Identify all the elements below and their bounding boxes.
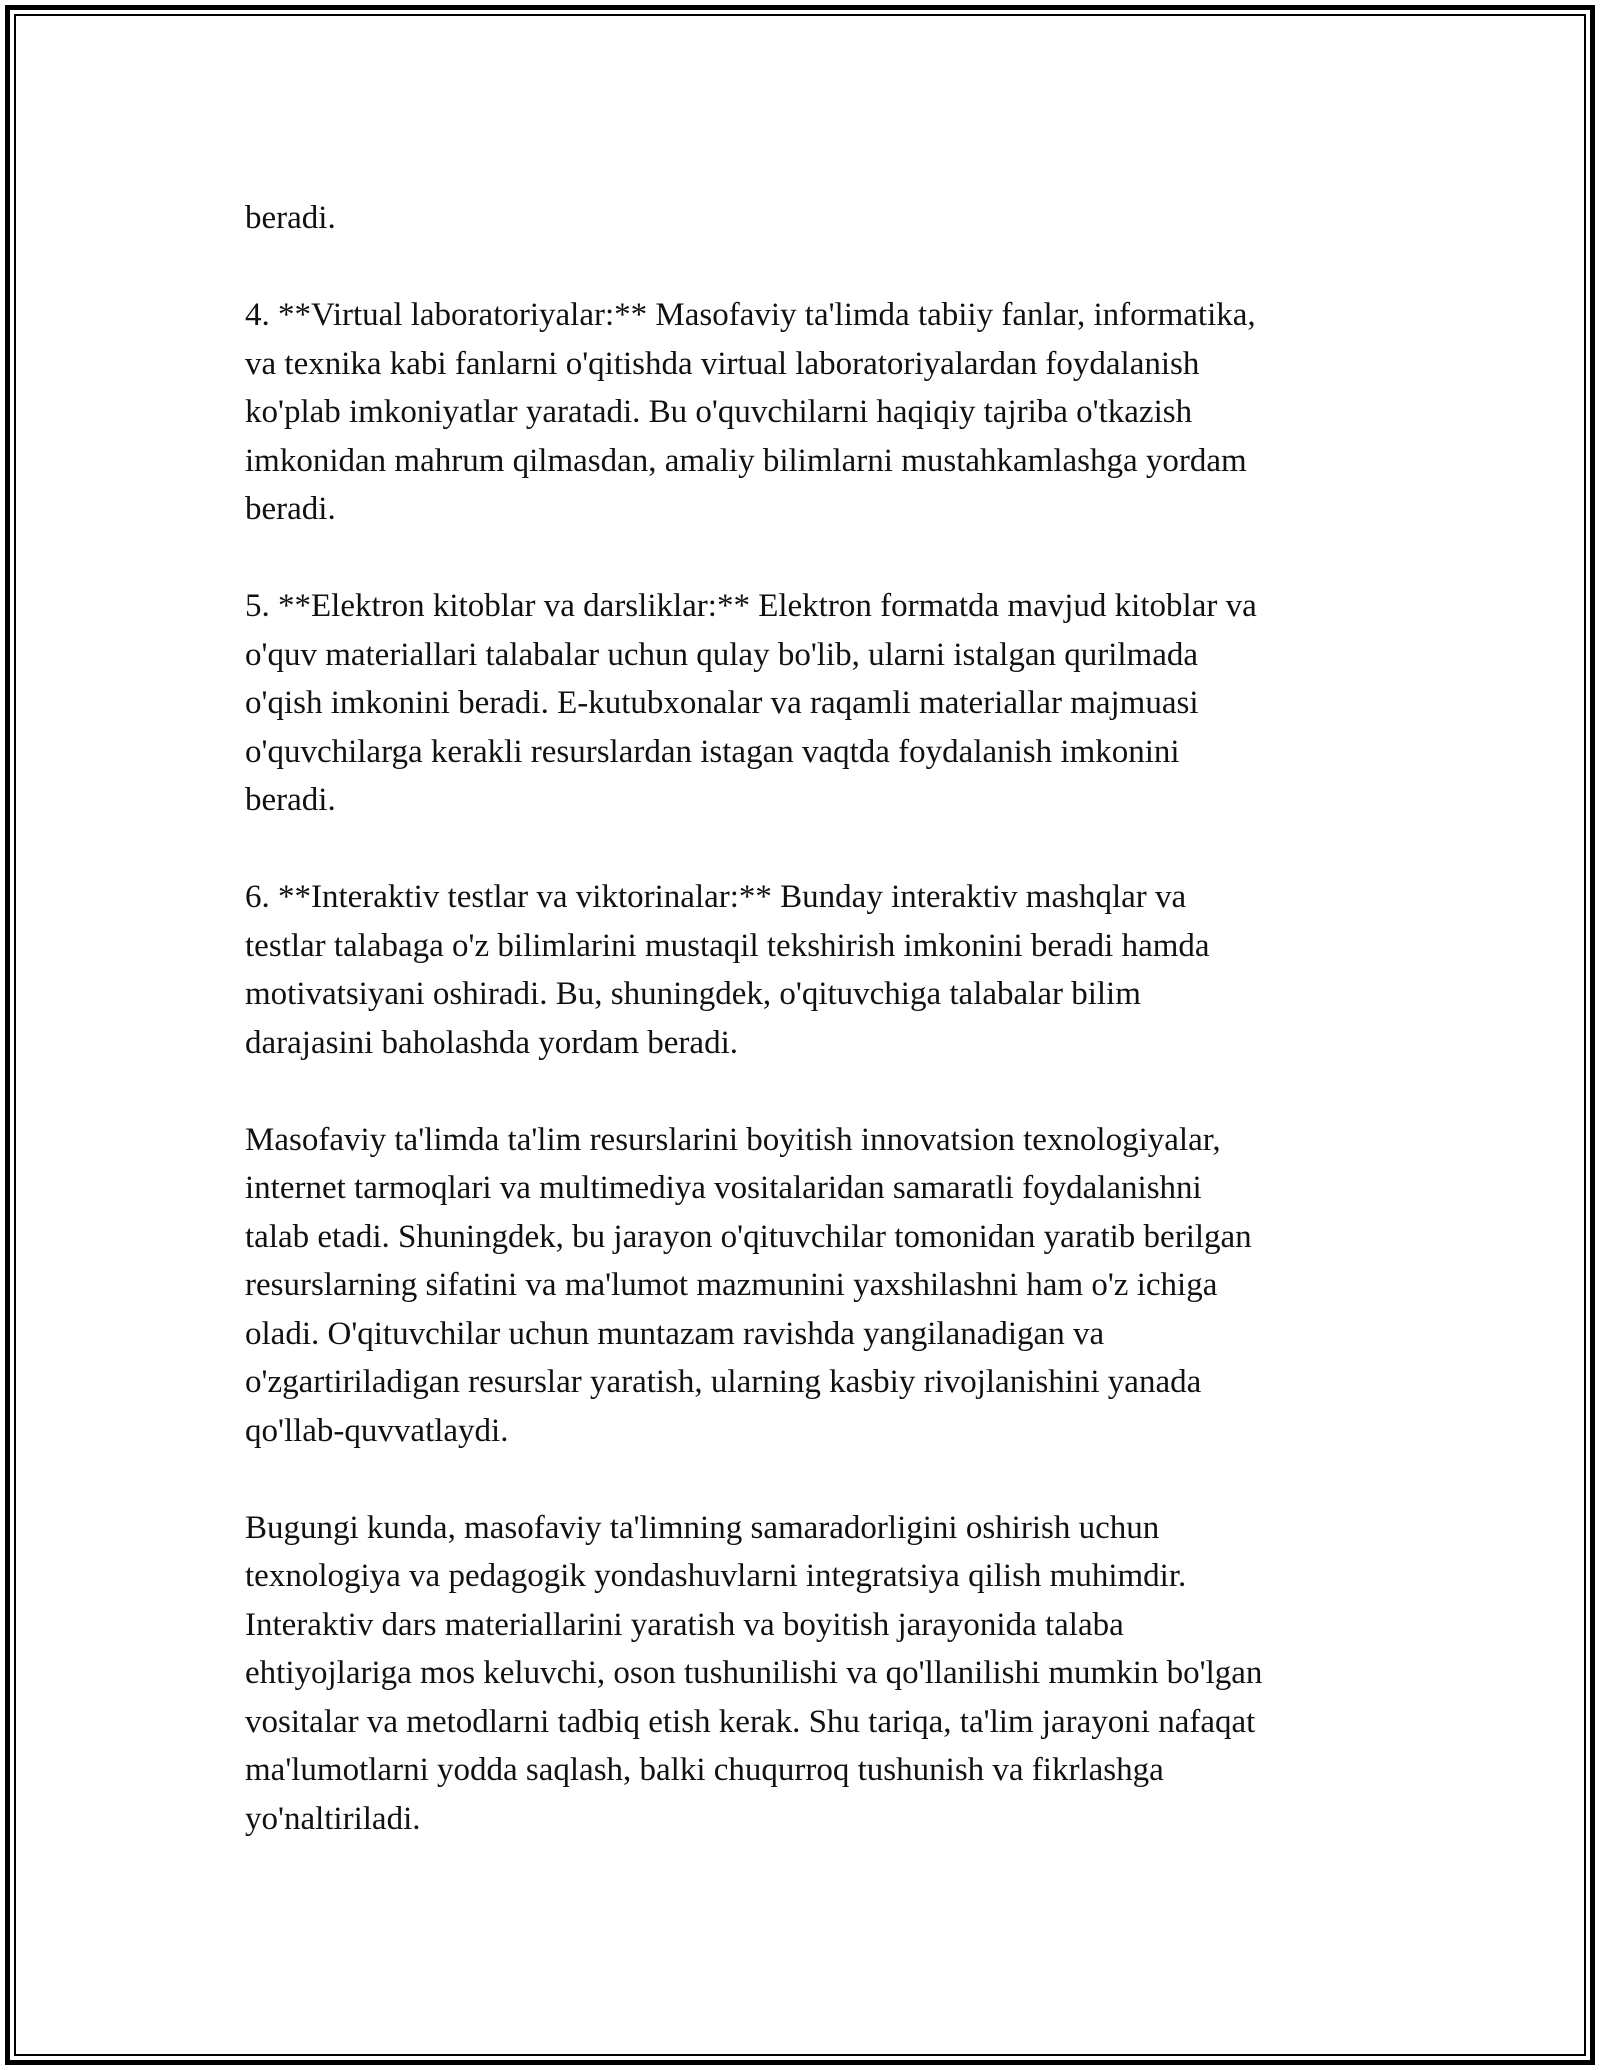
paragraph-resource-enrichment: Masofaviy ta'limda ta'lim resurslarini boyitish innovatsion texnologiyalar, internet tarmoqlari va multimediya vositalaridan samaratli foydalanishni talab etadi. Shuningdek, bu jarayon o'qituvchilar tomonidan yaratib berilgan resurslarning sifatini va ma'lumot mazmunini yaxshilashni ham o'z ichiga oladi. O'qituvchilar uchun muntazam ravishda yangilanadigan va o'zgartiriladigan resurslar yaratish, ularning kasbiy rivojlanishini yanada qo'llab-quvvatlaydi. [245,1121,1252,1449]
paragraph-virtual-laboratories: 4. **Virtual laboratoriyalar:** Masofaviy ta'limda tabiiy fanlar, informatika, va texnika kabi fanlarni o'qitishda virtual laboratoriyalardan foydalanish ko'plab imkoniyatlar yaratadi. Bu o'quvchilarni haqiqiy tajriba o'tkazish imkonidan mahrum qilmasdan, amaliy bilimlarni mustahkamlashga yordam beradi. [245,297,1256,527]
paragraph-electronic-books: 5. **Elektron kitoblar va darsliklar:** Elektron formatda mavjud kitoblar va o'quv materiallari talabalar uchun qulay bo'lib, ularni istalgan qurilmada o'qish imkonini beradi. E-kutubxonalar va raqamli materiallar majmuasi o'quvchilarga kerakli resurslardan istagan vaqtda foydalanish imkonini beradi. [245,588,1257,818]
document-body [245,194,1395,1843]
paragraph-interactive-tests: 6. **Interaktiv testlar va viktorinalar:** Bunday interaktiv mashqlar va testlar talabaga o'z bilimlarini mustaqil tekshirish imkonini beradi hamda motivatsiyani oshiradi. Bu, shuningdek, o'qituvchiga talabalar bilim darajasini baholashda yordam beradi. [245,879,1210,1061]
paragraph-conclusion: Bugungi kunda, masofaviy ta'limning samaradorligini oshirish uchun texnologiya va pedagogik yondashuvlarni integratsiya qilish muhimdir. Interaktiv dars materiallarini yaratish va boyitish jarayonida talaba ehtiyojlariga mos keluvchi, oson tushunilishi va qo'llanilishi mumkin bo'lgan vositalar va metodlarni tadbiq etish kerak. Shu tariqa, ta'lim jarayoni nafaqat ma'lumotlarni yodda saqlash, balki chuqurroq tushunish va fikrlashga yo'naltiriladi. [245,1509,1263,1837]
page-border [5,5,1595,2065]
paragraph-continuation: beradi. [245,200,336,236]
